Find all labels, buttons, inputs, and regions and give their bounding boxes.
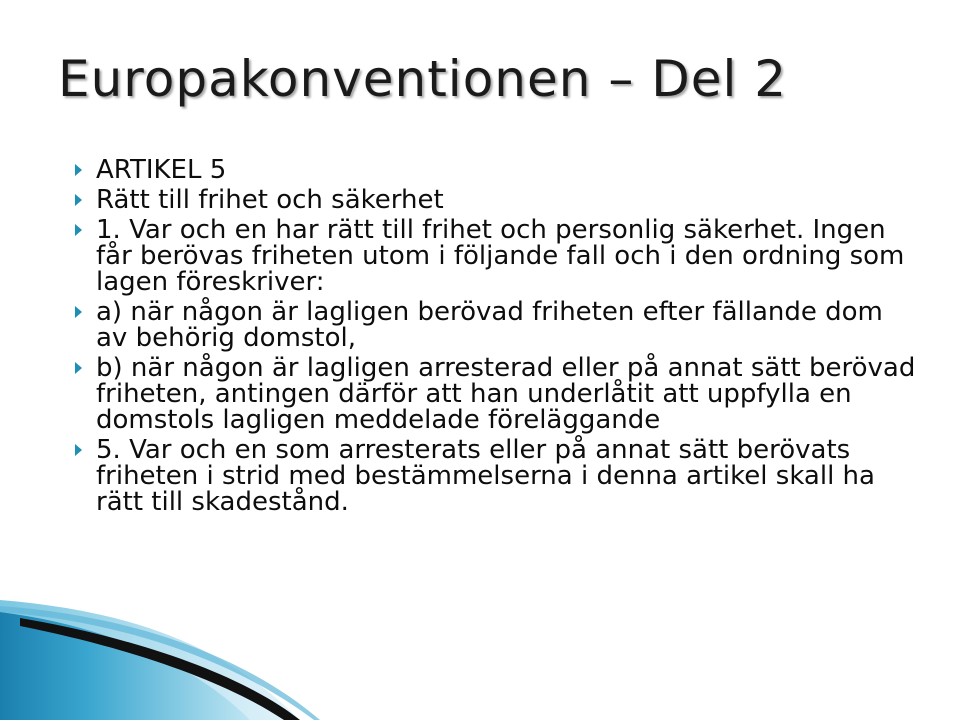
wave-dark-stripe xyxy=(20,618,300,720)
bullet-text: 1. Var och en har rätt till frihet och personlig säkerhet. Ingen får berövas friheten utom i följande fall och i den ordning som lagen föreskriver: xyxy=(96,215,905,297)
bullet-text: ARTIKEL 5 xyxy=(96,155,227,185)
wave-main-band xyxy=(0,612,250,720)
triangle-right-icon xyxy=(75,306,82,318)
triangle-right-icon xyxy=(75,444,82,456)
bullet-item xyxy=(72,437,922,515)
bullet-text: a) när någon är lagligen berövad friheten efter fällande dom av behörig domstol, xyxy=(96,297,883,353)
wave-light-band xyxy=(0,600,300,720)
bullet-item xyxy=(72,157,922,183)
triangle-right-icon xyxy=(75,224,82,236)
bullet-text: 5. Var och en som arresterats eller på annat sätt berövats friheten i strid med bestämmelserna i denna artikel skall ha rätt till skadestånd. xyxy=(96,435,875,517)
triangle-right-icon xyxy=(75,194,82,206)
wave-thin-stripe xyxy=(0,606,320,720)
bullet-item xyxy=(72,355,922,433)
bullet-text: Rätt till frihet och säkerhet xyxy=(96,185,444,215)
bullet-item xyxy=(72,187,922,213)
bullet-item xyxy=(72,299,922,351)
bullet-item xyxy=(72,217,922,295)
triangle-right-icon xyxy=(75,362,82,374)
triangle-right-icon xyxy=(75,164,82,176)
bullet-list xyxy=(72,157,922,519)
slide-title: Europakonventionen – Del 2 xyxy=(58,50,788,108)
bullet-text: b) när någon är lagligen arresterad eller på annat sätt berövad friheten, antingen därför att han underlåtit att uppfylla en domstols lagligen meddelade föreläggande xyxy=(96,353,916,435)
